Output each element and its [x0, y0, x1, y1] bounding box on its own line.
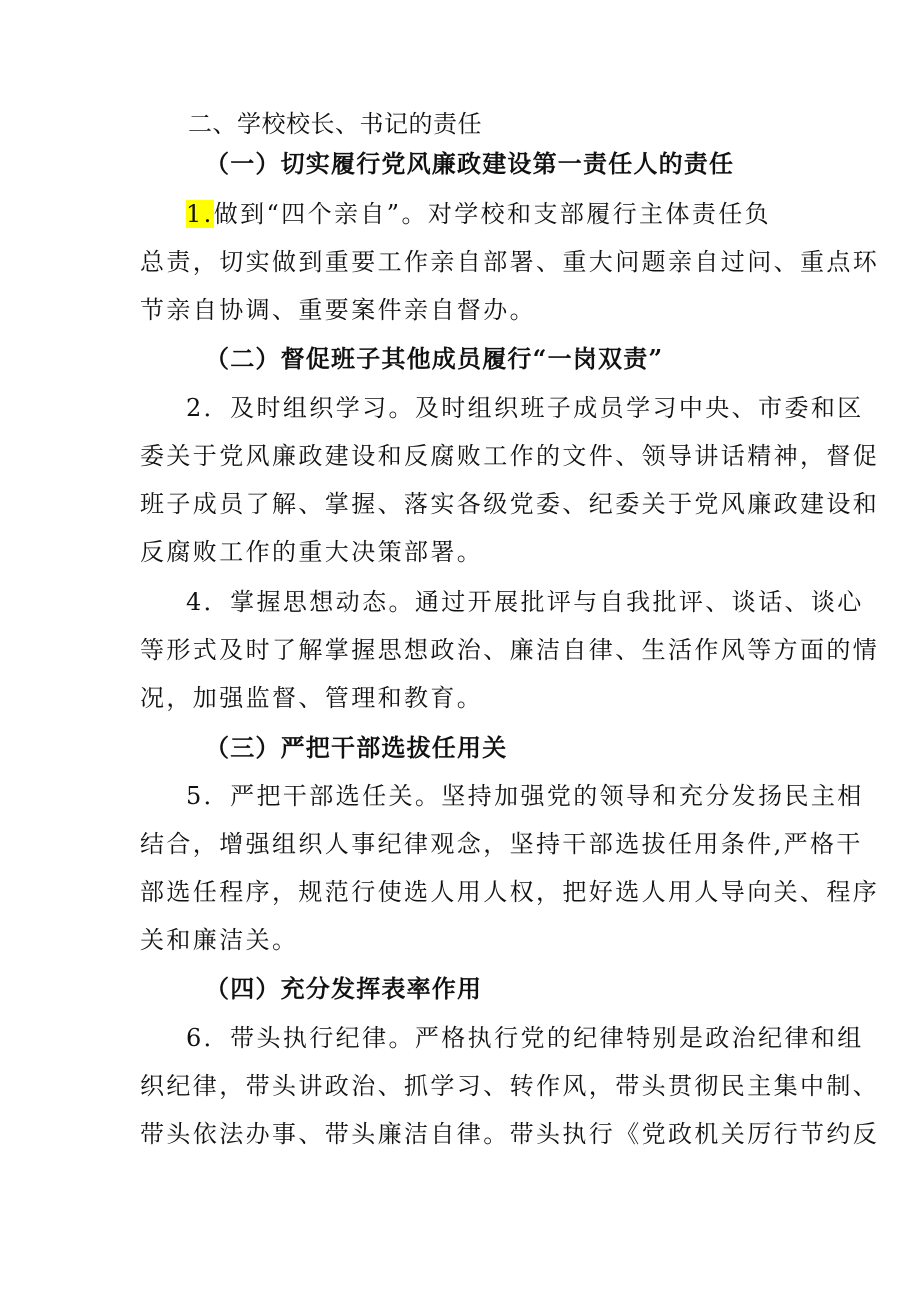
subheading-1: （一）切实履行党风廉政建设第一责任人的责任	[205, 149, 735, 178]
paragraph-1-line-3: 节亲自协调、重要案件亲自督办。	[140, 296, 536, 324]
paragraph-1-line-2: 总责，切实做到重要工作亲自部署、重大问题亲自过问、重点环	[140, 248, 880, 276]
paragraph-2-line-3: 班子成员了解、掌握、落实各级党委、纪委关于党风廉政建设和	[140, 490, 880, 518]
subheading-4: （四）充分发挥表率作用	[205, 974, 483, 1003]
paragraph-5-line-3: 带头依法办事、带头廉洁自律。带头执行《党政机关厉行节约反	[140, 1120, 880, 1148]
paragraph-4-line-1: 5．严把干部选任关。坚持加强党的领导和充分发扬民主相	[186, 782, 864, 810]
paragraph-4-line-2: 结合，增强组织人事纪律观念，坚持干部选拔任用条件,严格干	[140, 830, 863, 858]
section-title: 二、学校校长、书记的责任	[188, 110, 482, 138]
paragraph-3-line-3: 况，加强监督、管理和教育。	[140, 684, 484, 712]
paragraph-4-line-4: 关和廉洁关。	[140, 926, 299, 954]
paragraph-3-line-1: 4．掌握思想动态。通过开展批评与自我批评、谈话、谈心	[186, 588, 864, 616]
paragraph-3-line-2: 等形式及时了解掌握思想政治、廉洁自律、生活作风等方面的情	[140, 636, 880, 664]
paragraph-5-line-1: 6．带头执行纪律。严格执行党的纪律特别是政治纪律和组	[186, 1024, 864, 1052]
paragraph-4-line-3: 部选任程序，规范行使选人用人权，把好选人用人导向关、程序	[140, 878, 880, 906]
subheading-3: （三）严把干部选拔任用关	[205, 733, 508, 762]
paragraph-1-line-1	[186, 198, 836, 230]
paragraph-5-line-2: 织纪律，带头讲政治、抓学习、转作风，带头贯彻民主集中制、	[140, 1072, 880, 1100]
subheading-2: （二）督促班子其他成员履行“一岗双责”	[205, 344, 664, 373]
paragraph-2-line-4: 反腐败工作的重大决策部署。	[140, 538, 484, 566]
paragraph-1-line-1-text: 做到“四个亲自”。对学校和支部履行主体责任负	[213, 200, 772, 228]
paragraph-2-line-2: 委关于党风廉政建设和反腐败工作的文件、领导讲话精神，督促	[140, 442, 880, 470]
highlighted-number-marker: 1.	[186, 200, 214, 228]
paragraph-2-line-1: 2．及时组织学习。及时组织班子成员学习中央、市委和区	[186, 394, 864, 422]
